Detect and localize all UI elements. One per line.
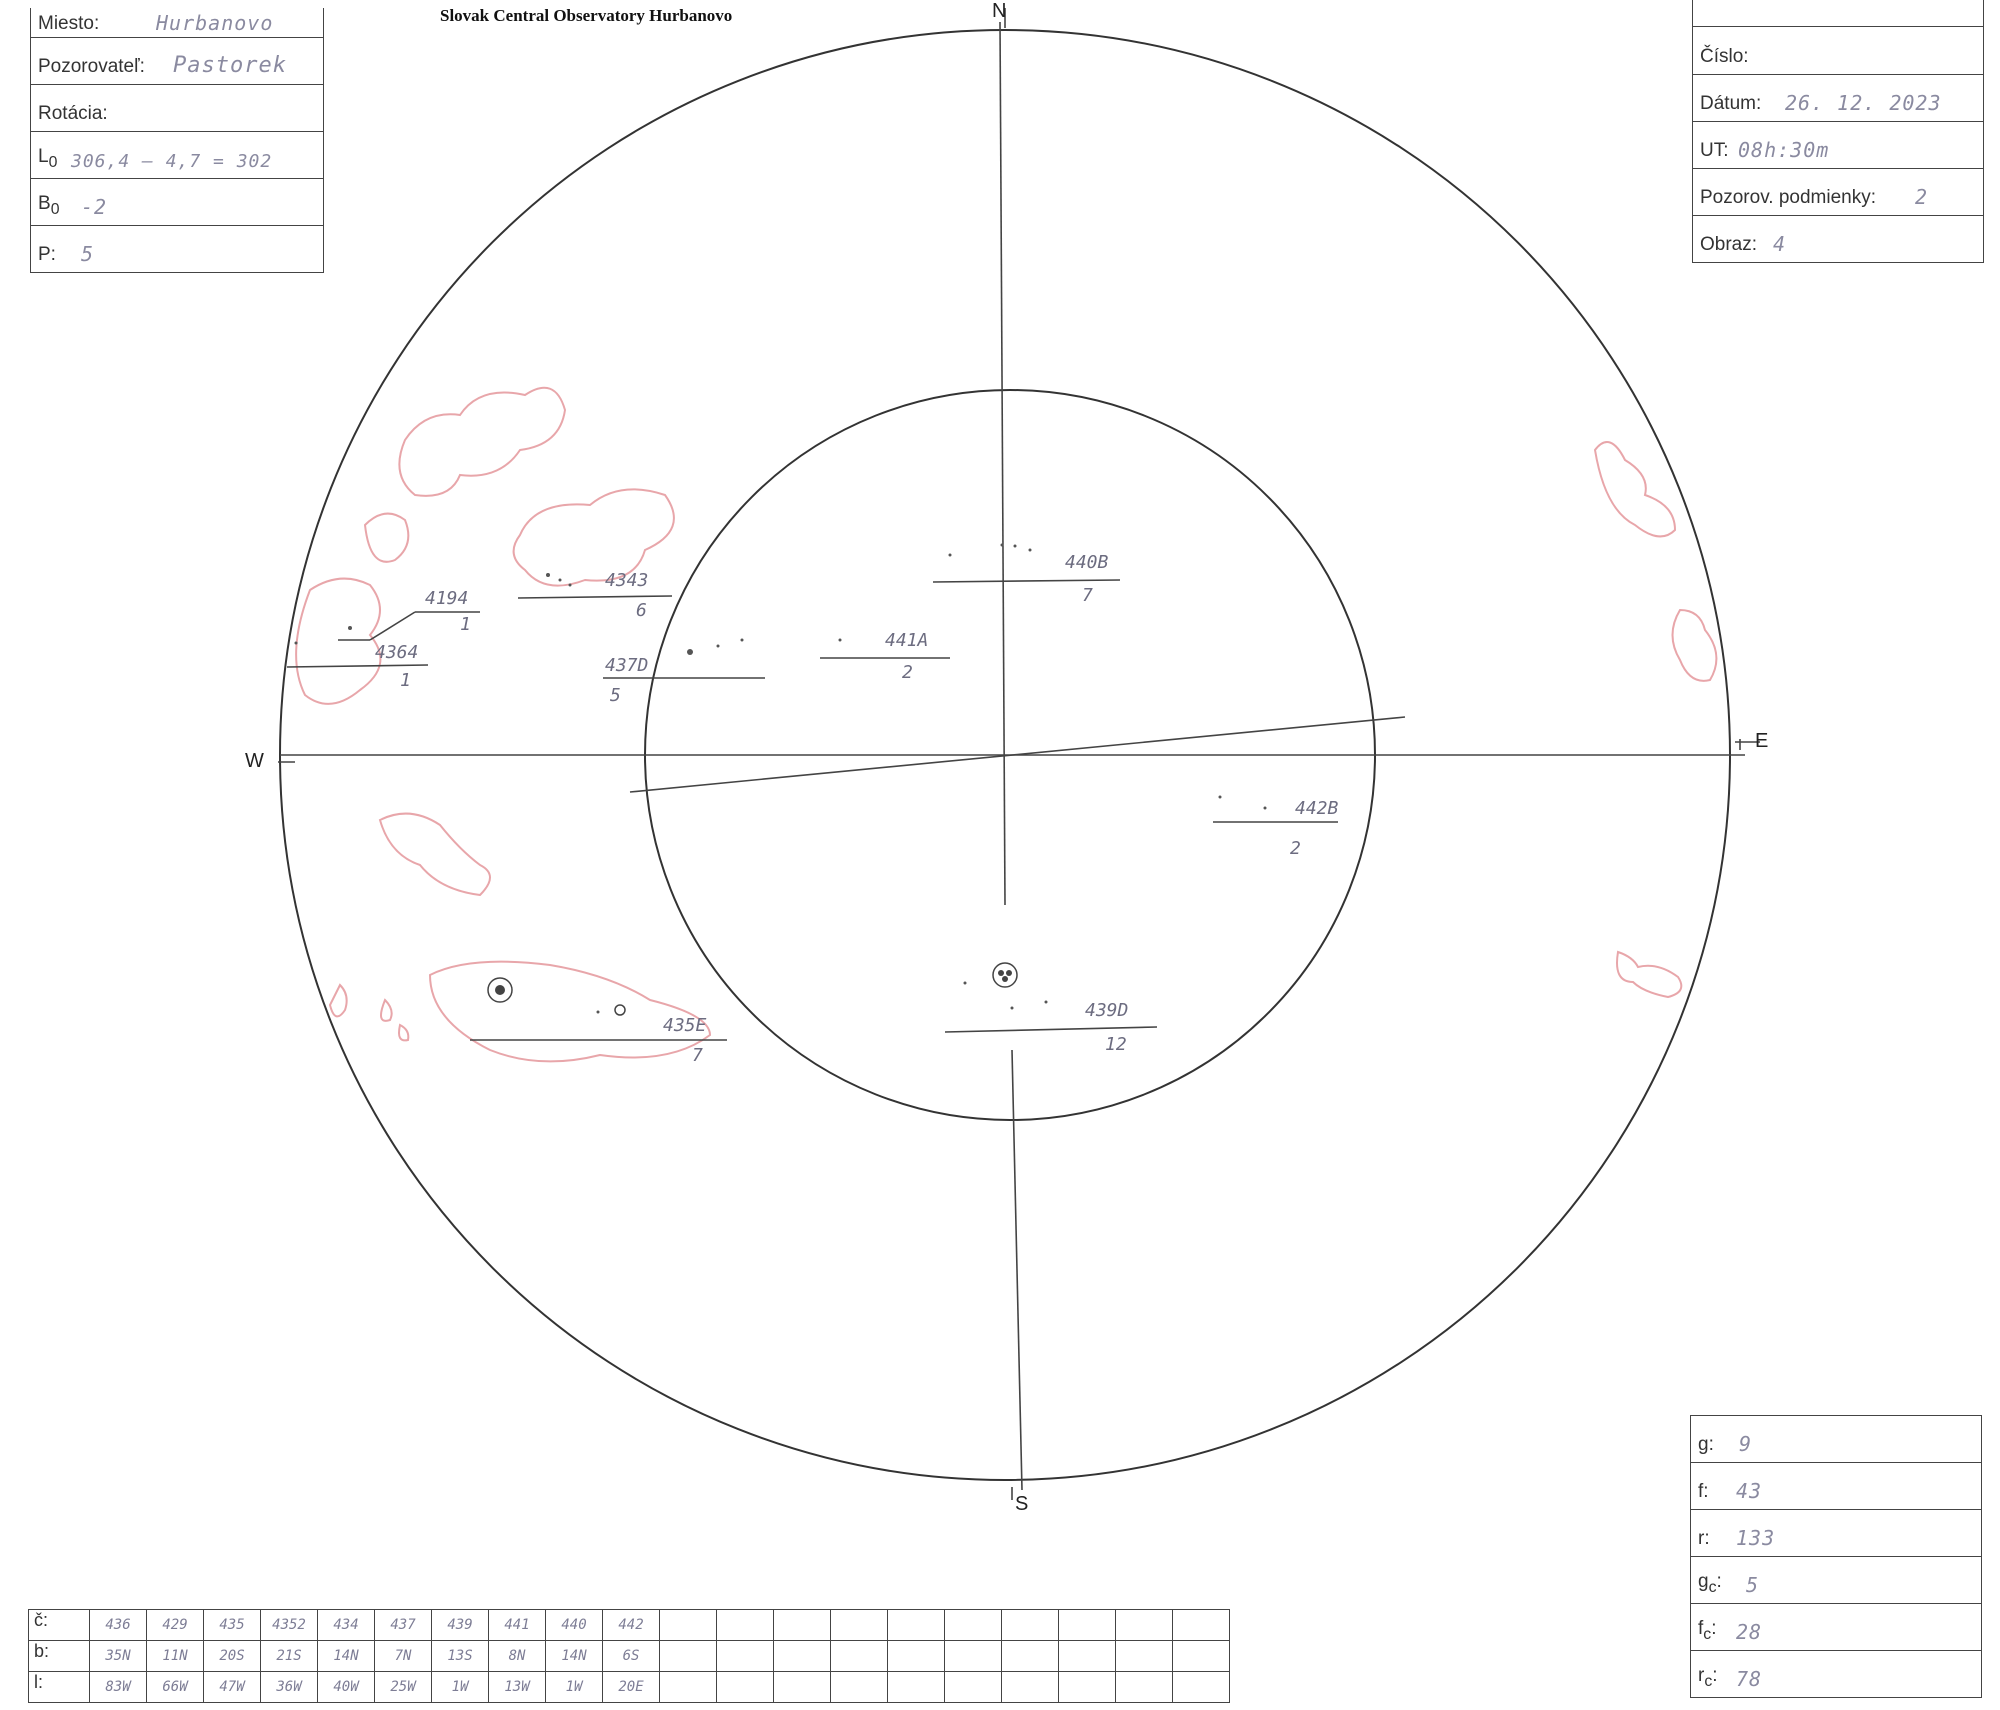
field-observer: Pozorovateľ: Pastorek [31, 38, 323, 85]
field-l0: $L_0$ 306,4 – 4,7 = 302 [31, 132, 323, 179]
south-label: S [1015, 1493, 1029, 1515]
group-label: 435E [663, 1015, 707, 1036]
field-conditions: Pozorov. podmienky: 2 [1693, 169, 1983, 216]
field-r: r: 133 [1691, 1510, 1981, 1557]
east-label: E [1755, 730, 1769, 752]
group-label: 4194 [425, 588, 469, 609]
group-label: 4364 [375, 642, 419, 663]
group-count: 7 [692, 1045, 703, 1066]
group-count: 2 [1290, 838, 1301, 859]
group-underlines [287, 580, 1338, 1040]
group-label: 439D [1085, 1000, 1129, 1021]
table-row-longitude: l: 83W 66W 47W 36W 40W 25W 1W 13W 1W 20E [29, 1672, 1230, 1703]
field-rotation: Rotácia: [31, 85, 323, 132]
field-b0: $B_0$ -2 [31, 179, 323, 226]
field-location: Miesto: Hurbanovo [31, 8, 323, 38]
field-f: f: 43 [1691, 1463, 1981, 1510]
group-count: 1 [400, 670, 411, 691]
group-label: 440B [1065, 552, 1109, 573]
table-row-latitude: b: 35N 11N 20S 21S 14N 7N 13S 8N 14N 6S [29, 1641, 1230, 1672]
field-g: g: 9 [1691, 1416, 1981, 1463]
group-count: 7 [1082, 585, 1093, 606]
field-date: Dátum: 26. 12. 2023 [1693, 75, 1983, 122]
group-count: 5 [610, 685, 621, 706]
group-count: 6 [636, 600, 647, 621]
group-label: 442B [1295, 798, 1339, 819]
group-label: 4343 [605, 570, 649, 591]
group-count: 2 [902, 662, 913, 683]
group-count: 1 [460, 614, 471, 635]
observatory-title: Slovak Central Observatory Hurbanovo [440, 6, 733, 25]
field-rc: $r_c$: 78 [1691, 1651, 1981, 1698]
group-label: 437D [605, 655, 649, 676]
field-fc: $f_c$: 28 [1691, 1604, 1981, 1651]
west-label: W [245, 750, 264, 772]
field-p: P: 5 [31, 226, 323, 273]
summary-box [1690, 1415, 1982, 1698]
field-number: Číslo: [1693, 27, 1983, 75]
north-label: N [992, 0, 1007, 22]
sunspots [295, 544, 1267, 1014]
faculae [296, 388, 1716, 1062]
field-image: Obraz: 4 [1693, 216, 1983, 263]
large-sunspots [488, 963, 1017, 1015]
field-ut: UT: 08h:30m [1693, 122, 1983, 169]
table-row-number: č: 436 429 435 4352 434 437 439 441 440 442 [29, 1610, 1230, 1641]
group-label: 441A [885, 630, 929, 651]
group-count: 12 [1105, 1034, 1127, 1055]
sunspot-group-table [28, 1609, 1230, 1703]
field-gc: $g_c$: 5 [1691, 1557, 1981, 1604]
